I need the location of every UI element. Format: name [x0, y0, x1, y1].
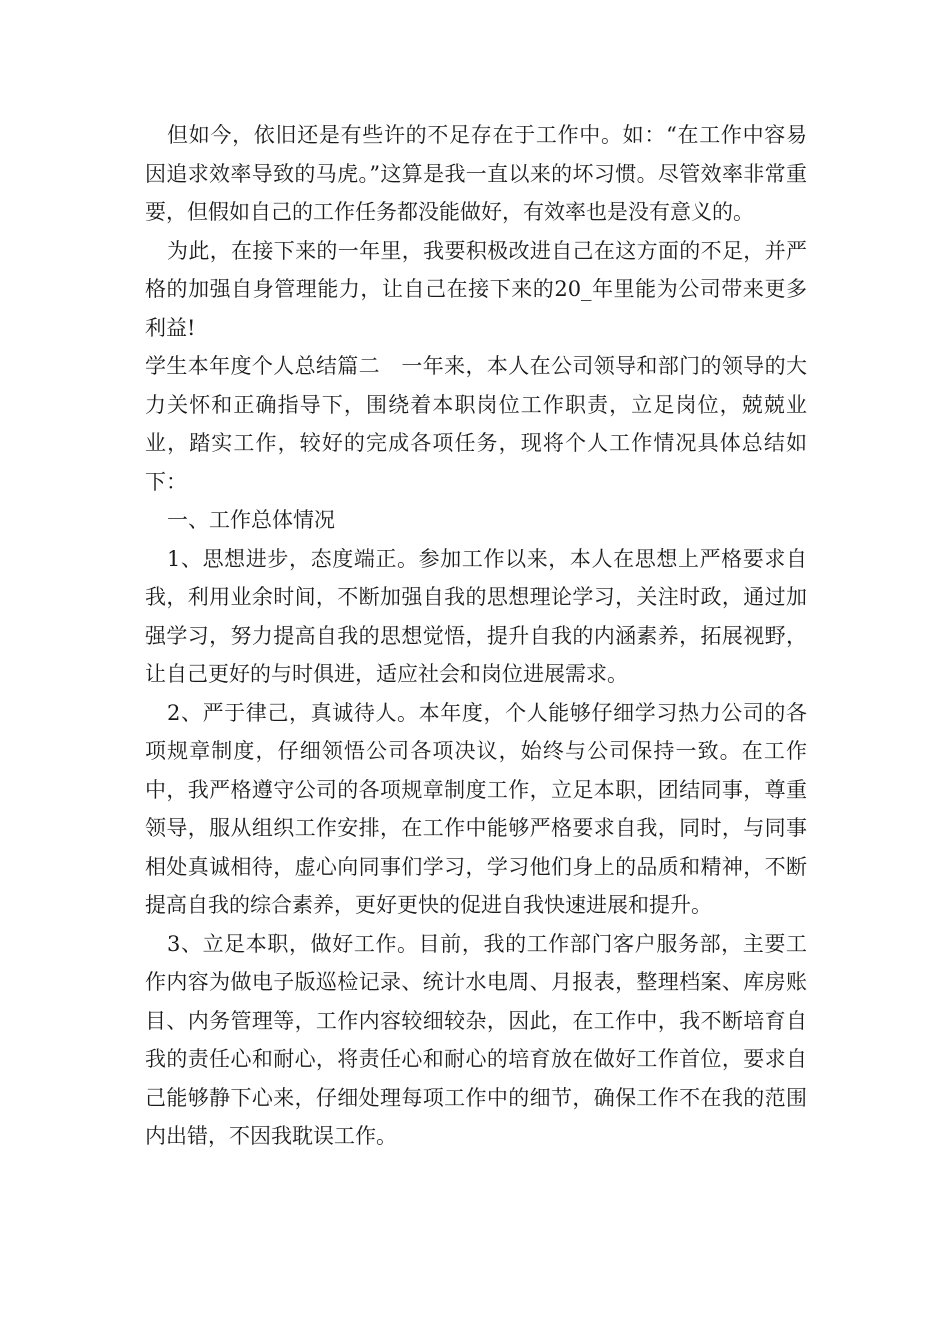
paragraph-item-3: 3、立足本职，做好工作。目前，我的工作部门客户服务部，主要工作内容为做电子版巡检记录、统计水电周、月报表，整理档案、库房账目、内务管理等，工作内容较细较杂，因此，在工作中，我不断培育自我的责任心和耐心，将责任心和耐心的培育放在做好工作首位，要求自己能够静下心来，仔细处理每项工作中的细节，确保工作不在我的范围内出错，不因我耽误工作。 — [145, 931, 807, 1148]
paragraph-improvement: 为此，在接下来的一年里，我要积极改进自己在这方面的不足，并严格的加强自身管理能力，让自己在接下来的20_年里能为公司带来更多利益! — [145, 238, 807, 340]
section-heading: 一、工作总体情况 — [167, 508, 335, 532]
paragraph-summary-intro: 学生本年度个人总结篇二 一年来，本人在公司领导和部门的领导的大力关怀和正确指导下，围绕着本职岗位工作职责，立足岗位，兢兢业业，踏实工作，较好的完成各项任务，现将个人工作情况具体总结如下： — [145, 354, 807, 494]
paragraph-item-1: 1、思想进步，态度端正。参加工作以来，本人在思想上严格要求自我，利用业余时间，不断加强自我的思想理论学习，关注时政，通过加强学习，努力提高自我的思想觉悟，提升自我的内涵素养，拓展视野，让自己更好的与时俱进，适应社会和岗位进展需求。 — [145, 546, 807, 686]
paragraph-shortcomings: 但如今，依旧还是有些许的不足存在于工作中。如：“在工作中容易因追求效率导致的马虎。”这算是我一直以来的坏习惯。尽管效率非常重要，但假如自己的工作任务都没能做好，有效率也是没有意义的。 — [145, 123, 807, 224]
paragraph-item-2: 2、严于律己，真诚待人。本年度，个人能够仔细学习热力公司的各项规章制度，仔细领悟公司各项决议，始终与公司保持一致。在工作中，我严格遵守公司的各项规章制度工作，立足本职，团结同事，尊重领导，服从组织工作安排，在工作中能够严格要求自我，同时，与同事相处真诚相待，虚心向同事们学习，学习他们身上的品质和精神，不断提高自我的综合素养，更好更快的促进自我快速进展和提升。 — [145, 700, 807, 917]
document-page — [145, 116, 807, 1156]
